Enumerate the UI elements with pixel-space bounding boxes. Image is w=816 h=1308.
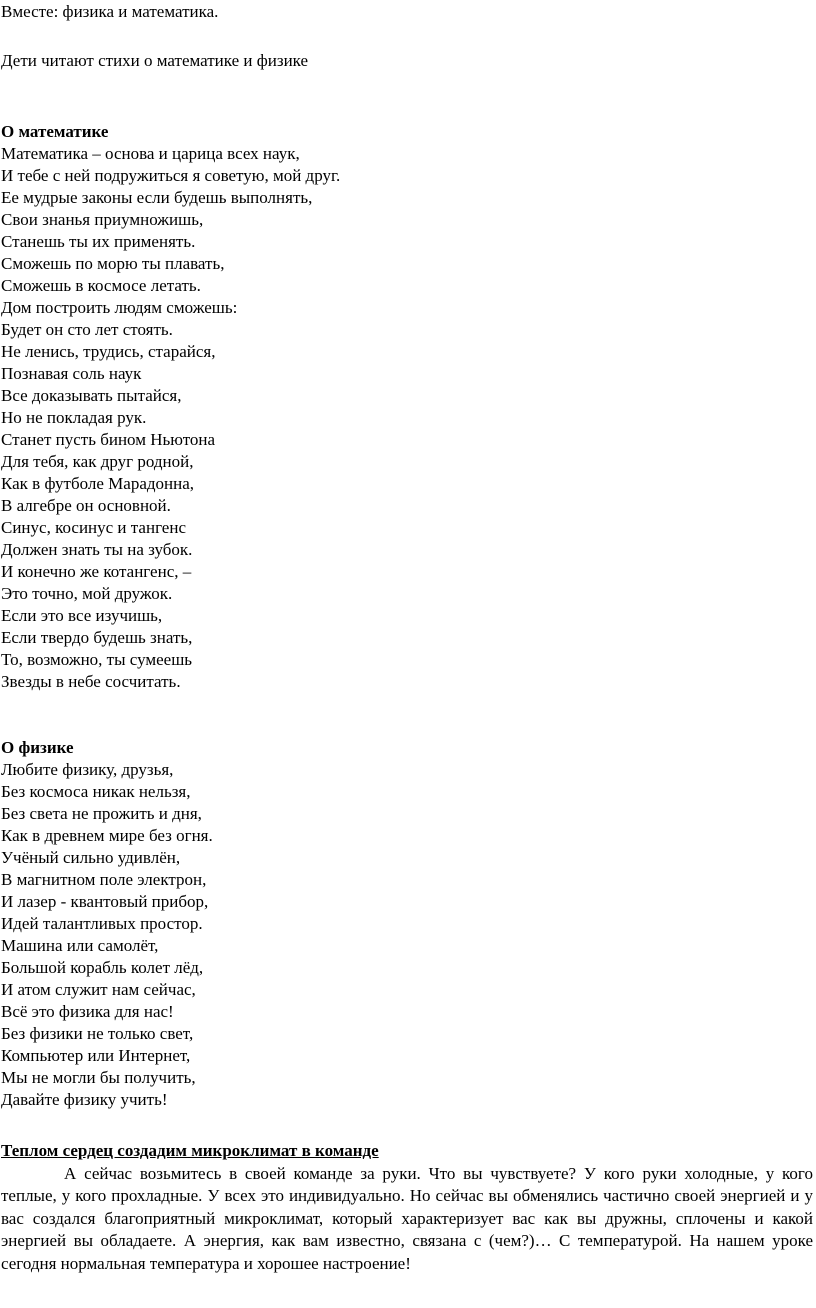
poem-line: Это точно, мой дружок.: [1, 584, 173, 603]
warmth-paragraph: А сейчас возьмитесь в своей команде за руки. Что вы чувствуете? У кого руки холодные, у кого теплые, у кого прохладные. У всех это индивидуально. Но сейчас вы обменялись частично своей энергией и у вас создался благоприятный микроклимат, который характеризует вас как вы дружны, сплочены и какой энергией вы обладаете. А энергия, как вам известно, связана с (чем?)… С температурой. На нашем уроке сегодня нормальная температура и хорошее настроение!: [1, 1164, 813, 1273]
poem-line: Познавая соль наук: [1, 364, 142, 383]
poem-line: В алгебре он основной.: [1, 496, 171, 515]
poem-line: Любите физику, друзья,: [1, 760, 174, 779]
poem-line: Не ленись, трудись, старайся,: [1, 342, 216, 361]
poem-line: Для тебя, как друг родной,: [1, 452, 194, 471]
poem-line: Машина или самолёт,: [1, 936, 159, 955]
physics-poem-heading: О физике: [1, 738, 74, 757]
poem-line: В магнитном поле электрон,: [1, 870, 207, 889]
poem-line: Звезды в небе сосчитать.: [1, 672, 181, 691]
poem-line: Будет он сто лет стоять.: [1, 320, 173, 339]
poem-line: Давайте физику учить!: [1, 1090, 168, 1109]
poem-line: Но не покладая рук.: [1, 408, 147, 427]
poem-line: И атом служит нам сейчас,: [1, 980, 196, 999]
poem-line: Математика – основа и царица всех наук,: [1, 144, 300, 163]
poem-line: Если твердо будешь знать,: [1, 628, 193, 647]
poem-line: Мы не могли бы получить,: [1, 1068, 196, 1087]
poem-line: Станешь ты их применять.: [1, 232, 196, 251]
poem-line: И лазер - квантовый прибор,: [1, 892, 209, 911]
document-intro: Дети читают стихи о математике и физике: [1, 51, 309, 70]
math-poem-heading: О математике: [1, 122, 109, 141]
poem-line: Как в футболе Марадонна,: [1, 474, 195, 493]
poem-line: Компьютер или Интернет,: [1, 1046, 191, 1065]
poem-line: Станет пусть бином Ньютона: [1, 430, 216, 449]
poem-line: Синус, косинус и тангенс: [1, 518, 186, 537]
poem-line: Дом построить людям сможешь:: [1, 298, 238, 317]
poem-line: Сможешь в космосе летать.: [1, 276, 201, 295]
poem-line: Идей талантливых простор.: [1, 914, 203, 933]
poem-line: Как в древнем мире без огня.: [1, 826, 213, 845]
poem-line: То, возможно, ты сумеешь: [1, 650, 193, 669]
poem-line: Должен знать ты на зубок.: [1, 540, 193, 559]
poem-line: Все доказывать пытайся,: [1, 386, 182, 405]
poem-line: Без света не прожить и дня,: [1, 804, 202, 823]
poem-line: И тебе с ней подружиться я советую, мой друг.: [1, 166, 341, 185]
poem-line: Если это все изучишь,: [1, 606, 163, 625]
poem-line: Без космоса никак нельзя,: [1, 782, 191, 801]
poem-line: Всё это физика для нас!: [1, 1002, 174, 1021]
poem-line: Свои знанья приумножишь,: [1, 210, 204, 229]
poem-line: Без физики не только свет,: [1, 1024, 194, 1043]
document-title: Вместе: физика и математика.: [1, 2, 219, 21]
poem-line: Большой корабль колет лёд,: [1, 958, 204, 977]
warmth-heading: Теплом сердец создадим микроклимат в команде: [1, 1141, 379, 1160]
poem-line: И конечно же котангенс, –: [1, 562, 192, 581]
poem-line: Сможешь по морю ты плавать,: [1, 254, 225, 273]
poem-line: Ее мудрые законы если будешь выполнять,: [1, 188, 313, 207]
poem-line: Учёный сильно удивлён,: [1, 848, 181, 867]
